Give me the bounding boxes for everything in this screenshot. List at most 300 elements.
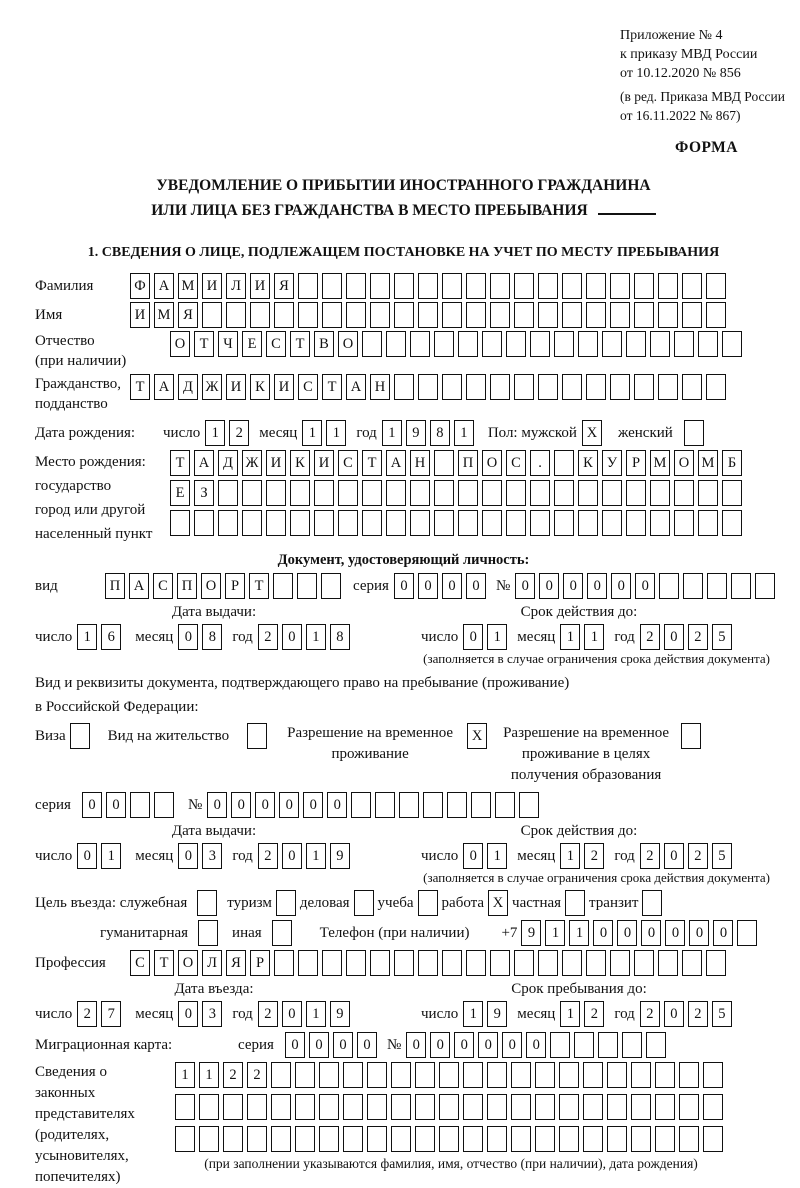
form-cell[interactable]: 0 [309,1032,329,1058]
form-cell[interactable]: 8 [202,624,222,650]
form-cell[interactable]: 0 [539,573,559,599]
form-cell[interactable]: Т [194,331,214,357]
form-cell[interactable] [466,273,486,299]
form-cell[interactable]: И [314,450,334,476]
form-cell[interactable] [554,510,574,536]
form-cell[interactable]: 0 [635,573,655,599]
form-cell[interactable] [538,950,558,976]
form-cell[interactable] [538,374,558,400]
form-cell[interactable]: 1 [560,843,580,869]
form-cell[interactable] [578,510,598,536]
form-cell[interactable] [626,510,646,536]
form-cell[interactable] [538,273,558,299]
form-cell[interactable] [242,480,262,506]
form-cell[interactable] [410,480,430,506]
form-cell[interactable] [610,950,630,976]
form-cell[interactable]: 0 [285,1032,305,1058]
purpose-official-checkbox[interactable] [197,890,221,916]
form-cell[interactable]: 0 [502,1032,522,1058]
form-cell[interactable] [199,1126,219,1152]
form-cell[interactable]: 9 [330,843,350,869]
form-cell[interactable] [322,273,342,299]
form-cell[interactable] [586,374,606,400]
form-cell[interactable]: Я [226,950,246,976]
title-blank-line[interactable] [598,199,656,215]
form-cell[interactable] [490,374,510,400]
form-cell[interactable] [703,1126,723,1152]
form-cell[interactable] [565,890,585,916]
form-cell[interactable] [439,1094,459,1120]
form-cell[interactable] [458,331,478,357]
form-cell[interactable]: X [582,420,602,446]
form-cell[interactable]: 9 [487,1001,507,1027]
form-cell[interactable]: 0 [442,573,462,599]
form-cell[interactable]: 5 [712,1001,732,1027]
form-cell[interactable] [391,1062,411,1088]
form-cell[interactable]: С [506,450,526,476]
form-cell[interactable]: О [178,950,198,976]
form-cell[interactable] [273,573,293,599]
form-cell[interactable]: 2 [640,1001,660,1027]
form-cell[interactable]: 0 [178,1001,198,1027]
form-cell[interactable]: Т [362,450,382,476]
form-cell[interactable] [482,331,502,357]
form-cell[interactable]: 0 [178,624,198,650]
form-cell[interactable] [559,1126,579,1152]
form-cell[interactable] [367,1094,387,1120]
form-cell[interactable]: Ж [202,374,222,400]
form-cell[interactable]: 1 [306,1001,326,1027]
form-cell[interactable]: И [250,273,270,299]
form-cell[interactable] [706,273,726,299]
form-cell[interactable] [362,480,382,506]
form-cell[interactable]: 9 [330,1001,350,1027]
form-cell[interactable] [434,510,454,536]
form-cell[interactable] [458,480,478,506]
form-cell[interactable] [271,1126,291,1152]
form-cell[interactable]: 0 [430,1032,450,1058]
form-cell[interactable] [679,1094,699,1120]
form-cell[interactable] [447,792,467,818]
form-cell[interactable] [578,331,598,357]
form-cell[interactable] [682,374,702,400]
form-cell[interactable]: 2 [258,1001,278,1027]
form-cell[interactable]: 2 [247,1062,267,1088]
form-cell[interactable]: Д [218,450,238,476]
form-cell[interactable] [490,302,510,328]
form-cell[interactable]: 1 [205,420,225,446]
form-cell[interactable] [722,510,742,536]
form-cell[interactable]: 1 [560,624,580,650]
form-cell[interactable] [434,331,454,357]
form-cell[interactable] [679,1126,699,1152]
form-cell[interactable] [386,331,406,357]
form-cell[interactable]: 0 [611,573,631,599]
form-cell[interactable] [458,510,478,536]
form-cell[interactable] [198,920,218,946]
form-cell[interactable] [554,331,574,357]
form-cell[interactable] [487,1094,507,1120]
form-cell[interactable] [698,510,718,536]
purpose-transit-checkbox[interactable] [642,890,666,916]
form-cell[interactable]: Р [250,950,270,976]
form-cell[interactable] [490,273,510,299]
form-cell[interactable] [247,1094,267,1120]
form-cell[interactable] [586,302,606,328]
form-cell[interactable] [514,950,534,976]
form-cell[interactable] [554,480,574,506]
form-cell[interactable]: 0 [463,843,483,869]
form-cell[interactable]: Р [626,450,646,476]
form-cell[interactable] [674,480,694,506]
form-cell[interactable] [626,480,646,506]
form-cell[interactable] [655,1094,675,1120]
form-cell[interactable]: О [201,573,221,599]
form-cell[interactable] [223,1094,243,1120]
form-cell[interactable] [386,480,406,506]
form-cell[interactable] [586,273,606,299]
form-cell[interactable] [290,480,310,506]
form-cell[interactable] [506,510,526,536]
sex-female-checkbox[interactable] [684,420,708,446]
form-cell[interactable] [351,792,371,818]
form-cell[interactable] [434,450,454,476]
form-cell[interactable]: 1 [382,420,402,446]
form-cell[interactable]: 1 [560,1001,580,1027]
form-cell[interactable]: 0 [333,1032,353,1058]
form-cell[interactable]: 0 [664,624,684,650]
form-cell[interactable] [634,302,654,328]
form-cell[interactable]: А [194,450,214,476]
form-cell[interactable]: 0 [279,792,299,818]
form-cell[interactable]: И [130,302,150,328]
form-cell[interactable]: Н [370,374,390,400]
form-cell[interactable] [559,1062,579,1088]
form-cell[interactable] [343,1094,363,1120]
purpose-private-checkbox[interactable] [565,890,589,916]
form-cell[interactable] [658,374,678,400]
form-cell[interactable] [130,792,150,818]
form-cell[interactable]: 2 [584,1001,604,1027]
form-cell[interactable]: 9 [406,420,426,446]
form-cell[interactable]: 1 [326,420,346,446]
form-cell[interactable] [338,480,358,506]
form-cell[interactable]: 0 [587,573,607,599]
form-cell[interactable] [722,331,742,357]
form-cell[interactable] [602,480,622,506]
form-cell[interactable] [319,1126,339,1152]
form-cell[interactable] [154,792,174,818]
form-cell[interactable] [658,273,678,299]
form-cell[interactable] [319,1094,339,1120]
form-cell[interactable]: О [674,450,694,476]
form-cell[interactable] [655,1126,675,1152]
form-cell[interactable]: 9 [521,920,541,946]
form-cell[interactable] [658,302,678,328]
form-cell[interactable] [634,273,654,299]
purpose-humanitarian-checkbox[interactable] [198,920,222,946]
form-cell[interactable] [247,1126,267,1152]
purpose-other-checkbox[interactable] [272,920,296,946]
form-cell[interactable]: Т [170,450,190,476]
form-cell[interactable]: X [488,890,508,916]
form-cell[interactable] [226,302,246,328]
form-cell[interactable] [482,480,502,506]
form-cell[interactable] [607,1062,627,1088]
form-cell[interactable] [535,1062,555,1088]
form-cell[interactable]: 0 [282,843,302,869]
form-cell[interactable] [274,302,294,328]
form-cell[interactable] [631,1126,651,1152]
form-cell[interactable] [679,1062,699,1088]
purpose-business-checkbox[interactable] [354,890,378,916]
form-cell[interactable] [370,273,390,299]
form-cell[interactable] [223,1126,243,1152]
form-cell[interactable]: А [386,450,406,476]
form-cell[interactable] [298,950,318,976]
form-cell[interactable] [415,1126,435,1152]
form-cell[interactable] [602,331,622,357]
form-cell[interactable]: Л [202,950,222,976]
form-cell[interactable] [684,420,704,446]
form-cell[interactable] [659,573,679,599]
form-cell[interactable]: О [170,331,190,357]
form-cell[interactable]: 0 [255,792,275,818]
form-cell[interactable]: 0 [713,920,733,946]
form-cell[interactable] [598,1032,618,1058]
form-cell[interactable] [276,890,296,916]
form-cell[interactable] [530,510,550,536]
form-cell[interactable] [434,480,454,506]
form-cell[interactable]: Т [322,374,342,400]
form-cell[interactable] [202,302,222,328]
form-cell[interactable]: 8 [330,624,350,650]
form-cell[interactable]: 0 [282,1001,302,1027]
rvp-education-checkbox[interactable] [681,723,705,749]
sex-male-checkbox[interactable] [582,420,606,446]
form-cell[interactable]: П [458,450,478,476]
form-cell[interactable]: 0 [515,573,535,599]
form-cell[interactable] [442,374,462,400]
purpose-study-checkbox[interactable] [418,890,442,916]
form-cell[interactable] [394,374,414,400]
form-cell[interactable]: П [177,573,197,599]
form-cell[interactable] [471,792,491,818]
form-cell[interactable]: Я [274,273,294,299]
form-cell[interactable] [295,1094,315,1120]
form-cell[interactable] [218,510,238,536]
form-cell[interactable]: 0 [664,843,684,869]
form-cell[interactable] [175,1126,195,1152]
form-cell[interactable] [415,1094,435,1120]
form-cell[interactable] [519,792,539,818]
form-cell[interactable]: 0 [282,624,302,650]
form-cell[interactable] [655,1062,675,1088]
form-cell[interactable]: 5 [712,843,732,869]
form-cell[interactable] [706,374,726,400]
form-cell[interactable]: И [202,273,222,299]
form-cell[interactable]: 2 [584,843,604,869]
form-cell[interactable]: К [290,450,310,476]
form-cell[interactable]: 0 [357,1032,377,1058]
form-cell[interactable] [375,792,395,818]
form-cell[interactable] [530,480,550,506]
form-cell[interactable]: 1 [487,843,507,869]
form-cell[interactable] [439,1126,459,1152]
form-cell[interactable] [463,1094,483,1120]
form-cell[interactable] [562,950,582,976]
form-cell[interactable]: 0 [406,1032,426,1058]
form-cell[interactable]: Б [722,450,742,476]
form-cell[interactable]: 2 [258,624,278,650]
purpose-tourism-checkbox[interactable] [276,890,300,916]
form-cell[interactable] [583,1126,603,1152]
form-cell[interactable] [722,480,742,506]
form-cell[interactable] [650,510,670,536]
form-cell[interactable] [194,510,214,536]
form-cell[interactable] [442,273,462,299]
form-cell[interactable] [322,950,342,976]
form-cell[interactable] [322,302,342,328]
form-cell[interactable] [242,510,262,536]
form-cell[interactable] [487,1062,507,1088]
form-cell[interactable] [394,950,414,976]
form-cell[interactable] [622,1032,642,1058]
form-cell[interactable] [631,1062,651,1088]
form-cell[interactable] [703,1062,723,1088]
form-cell[interactable] [530,331,550,357]
form-cell[interactable] [247,723,267,749]
form-cell[interactable] [410,510,430,536]
form-cell[interactable] [295,1126,315,1152]
form-cell[interactable]: 0 [77,843,97,869]
form-cell[interactable]: Р [225,573,245,599]
form-cell[interactable] [574,1032,594,1058]
form-cell[interactable]: 7 [101,1001,121,1027]
form-cell[interactable] [199,1094,219,1120]
form-cell[interactable] [650,331,670,357]
form-cell[interactable] [707,573,727,599]
form-cell[interactable] [626,331,646,357]
form-cell[interactable] [463,1062,483,1088]
form-cell[interactable] [487,1126,507,1152]
form-cell[interactable]: 2 [229,420,249,446]
form-cell[interactable] [338,510,358,536]
form-cell[interactable]: 1 [584,624,604,650]
form-cell[interactable] [538,302,558,328]
form-cell[interactable] [514,302,534,328]
form-cell[interactable]: А [129,573,149,599]
form-cell[interactable] [343,1126,363,1152]
form-cell[interactable] [298,302,318,328]
form-cell[interactable]: Ч [218,331,238,357]
form-cell[interactable] [511,1126,531,1152]
form-cell[interactable]: 1 [302,420,322,446]
form-cell[interactable]: X [467,723,487,749]
form-cell[interactable]: 0 [664,1001,684,1027]
form-cell[interactable]: 2 [688,1001,708,1027]
form-cell[interactable] [550,1032,570,1058]
form-cell[interactable]: 1 [569,920,589,946]
form-cell[interactable] [535,1126,555,1152]
form-cell[interactable]: 3 [202,1001,222,1027]
form-cell[interactable] [650,480,670,506]
form-cell[interactable] [394,273,414,299]
form-cell[interactable]: 1 [545,920,565,946]
form-cell[interactable]: 3 [202,843,222,869]
form-cell[interactable] [706,950,726,976]
form-cell[interactable] [370,302,390,328]
form-cell[interactable]: 1 [175,1062,195,1088]
form-cell[interactable] [682,950,702,976]
form-cell[interactable]: Т [154,950,174,976]
form-cell[interactable]: С [298,374,318,400]
form-cell[interactable]: 0 [178,843,198,869]
form-cell[interactable]: 2 [77,1001,97,1027]
form-cell[interactable]: 1 [454,420,474,446]
form-cell[interactable]: 0 [665,920,685,946]
form-cell[interactable] [418,273,438,299]
form-cell[interactable] [706,302,726,328]
form-cell[interactable]: К [250,374,270,400]
form-cell[interactable]: 2 [640,624,660,650]
form-cell[interactable] [295,1062,315,1088]
form-cell[interactable]: 0 [689,920,709,946]
form-cell[interactable]: О [482,450,502,476]
form-cell[interactable] [586,950,606,976]
form-cell[interactable]: 0 [593,920,613,946]
form-cell[interactable]: 0 [418,573,438,599]
form-cell[interactable] [271,1062,291,1088]
form-cell[interactable] [343,1062,363,1088]
form-cell[interactable] [602,510,622,536]
form-cell[interactable] [506,480,526,506]
form-cell[interactable] [559,1094,579,1120]
form-cell[interactable]: 1 [199,1062,219,1088]
form-cell[interactable]: 0 [394,573,414,599]
form-cell[interactable] [466,374,486,400]
form-cell[interactable]: 0 [563,573,583,599]
form-cell[interactable]: Д [178,374,198,400]
form-cell[interactable] [266,510,286,536]
form-cell[interactable] [391,1094,411,1120]
form-cell[interactable] [578,480,598,506]
form-cell[interactable] [297,573,317,599]
form-cell[interactable]: 2 [258,843,278,869]
form-cell[interactable] [755,573,775,599]
form-cell[interactable]: И [274,374,294,400]
visa-checkbox[interactable] [70,723,94,749]
form-cell[interactable] [386,510,406,536]
form-cell[interactable] [367,1062,387,1088]
purpose-work-checkbox[interactable] [488,890,512,916]
form-cell[interactable] [682,273,702,299]
form-cell[interactable]: 0 [82,792,102,818]
form-cell[interactable]: Е [170,480,190,506]
form-cell[interactable] [514,273,534,299]
rvp-checkbox[interactable] [467,723,491,749]
form-cell[interactable]: Е [242,331,262,357]
form-cell[interactable] [271,1094,291,1120]
form-cell[interactable] [562,273,582,299]
form-cell[interactable]: Ж [242,450,262,476]
form-cell[interactable]: 0 [454,1032,474,1058]
form-cell[interactable] [583,1062,603,1088]
form-cell[interactable] [197,890,217,916]
form-cell[interactable]: 2 [688,624,708,650]
form-cell[interactable] [298,273,318,299]
form-cell[interactable]: С [338,450,358,476]
